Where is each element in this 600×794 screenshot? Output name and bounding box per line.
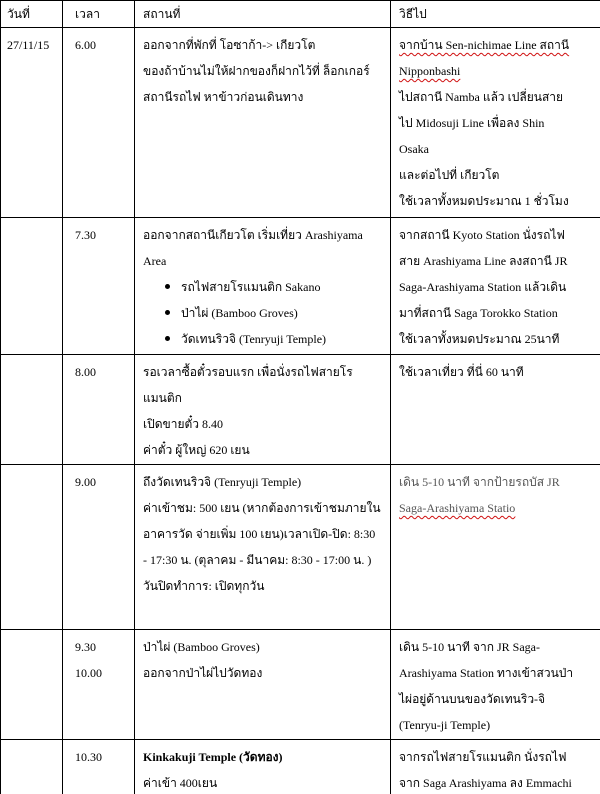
row-time	[63, 28, 135, 218]
row-how	[391, 28, 600, 218]
time-value: 10.30	[75, 750, 102, 764]
time-value: 9.00	[75, 475, 96, 489]
how-line: (Tenryu-ji Temple)	[399, 718, 491, 732]
how-line: ไป Midosuji Line เพื่อลง Shin	[399, 116, 545, 130]
place-line: ออกจากที่พักที่ โอซาก้า-> เกียวโต	[143, 38, 316, 52]
row-how	[391, 630, 600, 740]
row-place	[135, 740, 391, 794]
row-date	[1, 740, 63, 794]
how-line: จากรถไฟสายโรแมนติก นั่งรถไฟ	[399, 750, 567, 764]
row-place	[135, 630, 391, 740]
table-row	[1, 218, 600, 355]
how-line: เดิน 5-10 นาที จากป้ายรถบัส JR	[399, 475, 560, 489]
row-place	[135, 465, 391, 630]
table-row	[1, 355, 600, 465]
place-line: ค่าเข้าชม: 500 เยน (หากต้องการเข้าชมภายใน	[143, 501, 381, 515]
how-line: เดิน 5-10 นาที จาก JR Saga-	[399, 640, 540, 654]
row-date	[1, 465, 63, 630]
place-line: รอเวลาซื้อตั๋วรอบแรก เพื่อนั่งรถไฟสายโร	[143, 365, 353, 379]
place-line: ออกจากป่าไผ่ไปวัดทอง	[143, 666, 263, 680]
table-row	[1, 28, 600, 218]
how-line: จาก Saga Arashiyama ลง Emmachi	[399, 776, 572, 790]
table-row	[1, 740, 600, 794]
place-line: สถานีรถไฟ หาข้าวก่อนเดินทาง	[143, 90, 304, 104]
row-place	[135, 218, 391, 355]
row-place	[135, 355, 391, 465]
how-line: Saga-Arashiyama Station แล้วเดิน	[399, 280, 567, 294]
row-date	[1, 355, 63, 465]
how-line: Saga-Arashiyama Statio	[399, 501, 516, 515]
place-line: แมนติก	[143, 391, 182, 405]
place-line: ค่าตั๋ว ผู้ใหญ่ 620 เยน	[143, 443, 250, 457]
row-place	[135, 28, 391, 218]
how-line: ไผ่อยู่ด้านบนของวัดเทนริว-จิ	[399, 692, 546, 706]
row-date: 27/11/15	[1, 28, 63, 218]
bullet-item: ป่าไผ่ (Bamboo Groves)	[165, 300, 384, 326]
time-value: 10.00	[75, 666, 102, 680]
row-how	[391, 218, 600, 355]
place-line: ถึงวัดเทนริวจิ (Tenryuji Temple)	[143, 475, 302, 489]
time-value: 9.30	[75, 640, 96, 654]
how-line: Arashiyama Station ทางเข้าสวนป่า	[399, 666, 574, 680]
table-row	[1, 630, 600, 740]
bullet-item: วัดเทนริวจิ (Tenryuji Temple)	[165, 326, 384, 352]
time-value: 7.30	[75, 228, 96, 242]
how-line: ใช้เวลาทั้งหมดประมาณ 1 ชั่วโมง	[399, 194, 569, 208]
row-time	[63, 630, 135, 740]
place-line: เปิดขายตั๋ว 8.40	[143, 417, 224, 431]
place-bullet-list	[143, 274, 384, 352]
header-how: วิธีไป	[391, 1, 600, 28]
bullet-item: รถไฟสายโรแมนติก Sakano	[165, 274, 384, 300]
place-line: - 17:30 น. (ตุลาคม - มีนาคม: 8:30 - 17:00 น. )	[143, 553, 372, 567]
row-time	[63, 355, 135, 465]
row-date	[1, 218, 63, 355]
how-line: สาย Arashiyama Line ลงสถานี JR	[399, 254, 568, 268]
table-row	[1, 465, 600, 630]
how-line: ใช้เวลาเที่ยว ที่นี่ 60 นาที	[399, 365, 524, 379]
time-value: 6.00	[75, 38, 96, 52]
row-time	[63, 465, 135, 630]
row-how	[391, 740, 600, 794]
how-line: มาที่สถานี Saga Torokko Station	[399, 306, 558, 320]
how-line: จากสถานี Kyoto Station นั่งรถไฟ	[399, 228, 565, 242]
how-line: ไปสถานี Namba แล้ว เปลี่ยนสาย	[399, 90, 564, 104]
place-line: Area	[143, 254, 167, 268]
row-date	[1, 630, 63, 740]
place-line: ของถ้าบ้านไม่ให้ฝากของก็ฝากไว้ที่ ล็อกเกอร์	[143, 64, 370, 78]
place-line: Kinkakuji Temple (วัดทอง)	[143, 750, 283, 764]
how-line: Osaka	[399, 142, 429, 156]
row-how	[391, 355, 600, 465]
header-time: เวลา	[63, 1, 135, 28]
place-line: อาคารวัด จ่ายเพิ่ม 100 เยน)เวลาเปิด-ปิด: 8:30	[143, 527, 376, 541]
how-line: และต่อไปที่ เกียวโต	[399, 168, 500, 182]
how-line: ใช้เวลาทั้งหมดประมาณ 25นาที	[399, 332, 560, 346]
place-line: ป่าไผ่ (Bamboo Groves)	[143, 640, 260, 654]
row-how	[391, 465, 600, 630]
table-header-row	[1, 1, 600, 28]
place-line: ค่าเข้า 400เยน	[143, 776, 218, 790]
row-time	[63, 740, 135, 794]
time-value: 8.00	[75, 365, 96, 379]
place-line: วันปิดทำการ: เปิดทุกวัน	[143, 579, 265, 593]
how-line: จากบ้าน Sen-nichimae Line สถานี	[399, 38, 570, 52]
how-line: Nipponbashi	[399, 64, 461, 78]
header-place: สถานที่	[135, 1, 391, 28]
place-line: ออกจากสถานีเกียวโต เริ่มเที่ยว Arashiyama	[143, 228, 363, 242]
row-time	[63, 218, 135, 355]
header-date: วันที่	[1, 1, 63, 28]
